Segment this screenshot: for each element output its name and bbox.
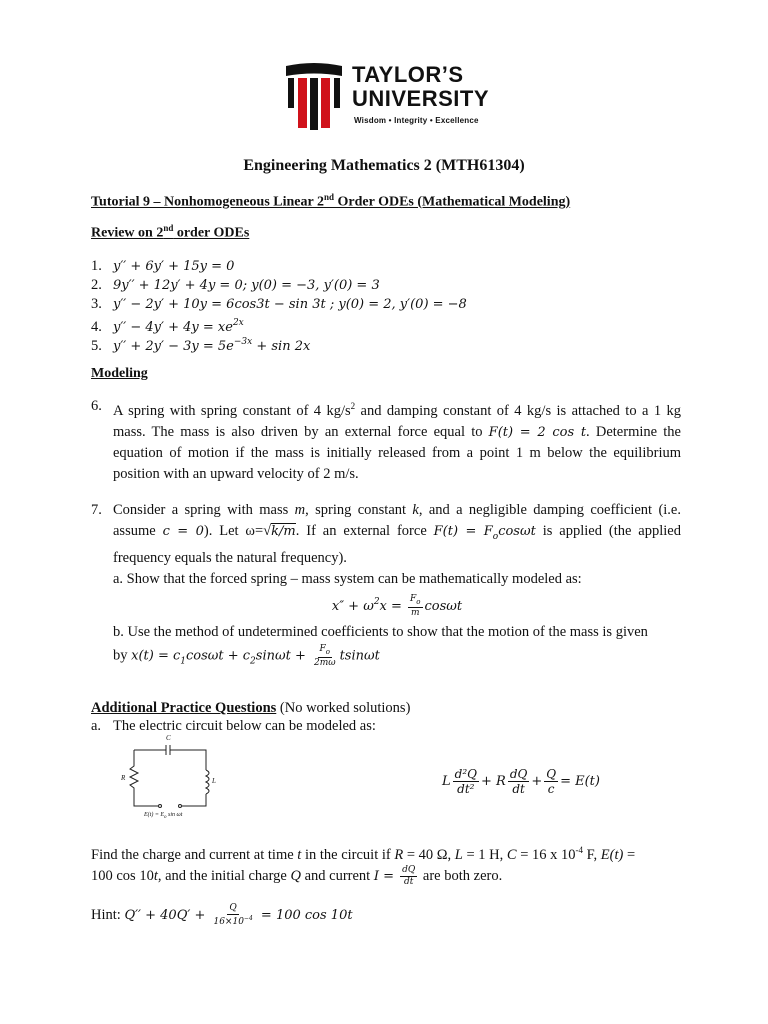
- subtitle-text: Tutorial 9 – Nonhomogeneous Linear 2: [91, 194, 324, 210]
- q6-force: F(t) = 2 cos t: [488, 424, 587, 440]
- item-number: 5.: [91, 337, 102, 354]
- find-text-c-tail: F,: [583, 846, 601, 863]
- q6-text-c: . Determine the equation of motion if the mass is initially released from a point 1 m below the equilibrium position with an upward velocity of 2 m/s.: [113, 423, 681, 482]
- model-frac-1-num: d²Q: [454, 767, 477, 781]
- model-L: L: [442, 774, 451, 789]
- hint-label: Hint:: [91, 906, 125, 923]
- current-frac-den: dt: [404, 877, 414, 887]
- model-frac-1-den: dt²: [457, 782, 475, 796]
- logo-name-line2: UNIVERSITY: [352, 86, 490, 111]
- source-label-text: E(t) = E: [144, 812, 165, 818]
- current-frac-num: dQ: [402, 865, 416, 875]
- q7a-eq-left: x″ + ω: [331, 598, 374, 614]
- q7b-frac-den: 2mω: [313, 657, 336, 668]
- item-letter: a.: [91, 718, 102, 734]
- q7-force: F(t) = F: [433, 524, 493, 539]
- q7b-sub2: 2: [250, 656, 256, 667]
- item-number: 6.: [91, 398, 102, 414]
- model-plus-r: + R: [480, 774, 506, 789]
- question-7: [91, 500, 681, 672]
- find-text-r: = 40 Ω,: [403, 846, 455, 863]
- q7b-frac-num: F: [319, 643, 326, 654]
- hint-frac-den-sup: −4: [243, 915, 253, 922]
- item-number: 2.: [91, 277, 102, 293]
- find-text-a: Find the charge and current at time: [91, 846, 298, 863]
- find-line2-b: , and the initial charge: [157, 867, 291, 884]
- q7-text-f: is applied (the applied frequency equals the natural frequency).: [113, 523, 681, 566]
- list-item: [91, 275, 691, 294]
- find-paragraph: [91, 840, 681, 887]
- hint: [91, 904, 353, 927]
- q7a-eq-tail: cosωt: [424, 598, 463, 614]
- q7b-by: by: [113, 647, 132, 664]
- q7-text-a: Consider a spring with mass: [113, 502, 295, 518]
- item-number: 4.: [91, 318, 102, 335]
- item-number: 3.: [91, 296, 102, 312]
- q7-force-tail: cosωt: [498, 524, 536, 539]
- question-6: [91, 396, 681, 485]
- source-label-sub: o: [164, 815, 167, 821]
- model-frac-3-den: c: [547, 782, 555, 796]
- sqrt-icon: √: [263, 523, 272, 539]
- model-plus: +: [531, 774, 543, 789]
- q7-text-c: , and a negligible damping coefficient (i.e. assume: [113, 502, 681, 539]
- q7-text-e: . If an external force: [295, 523, 434, 539]
- q7a-eq-sup: 2: [373, 596, 380, 607]
- review-equation-4: y′′ − 4y′ + 4y = xe: [113, 319, 233, 335]
- tutorial-subtitle: [91, 192, 570, 211]
- find-c-sup: -4: [575, 845, 584, 855]
- find-text-b: in the circuit if: [301, 846, 395, 863]
- q7a-frac-num-sub: o: [416, 597, 421, 606]
- rlc-circuit-diagram: [112, 736, 222, 828]
- q6-text-b: and damping constant of 4 kg/s is attached to a 1 kg mass. The mass is also driven by an external force equal to: [113, 402, 681, 440]
- model-frac-1: [453, 768, 479, 795]
- q7-text-b: , spring constant: [305, 502, 413, 518]
- hint-rhs: = 100 cos 10t: [256, 907, 353, 923]
- additional-item-a: [91, 716, 376, 737]
- list-item: [91, 256, 691, 275]
- subtitle-sup: nd: [323, 192, 334, 202]
- find-text-c: = 16 x 10: [516, 846, 576, 863]
- inductor-label: L: [212, 777, 216, 785]
- q7-sqrt: k/m: [271, 524, 296, 539]
- resistor-label: R: [121, 774, 126, 782]
- hint-frac-den-base: 16×10: [213, 917, 244, 927]
- exponent: 2x: [232, 318, 244, 328]
- question-6-text: [113, 396, 681, 485]
- q7b-sub1: 1: [180, 656, 186, 667]
- question-7-text: [113, 500, 681, 569]
- item-number: 7.: [91, 502, 102, 518]
- find-t: t: [297, 846, 302, 863]
- find-C: C: [506, 846, 517, 863]
- find-line2-d: are both zero.: [419, 867, 503, 884]
- find-L: L: [454, 846, 463, 863]
- hint-equation: Q′′ + 40Q′ +: [124, 907, 210, 923]
- q7b-eq-tail: tsinωt: [339, 648, 380, 664]
- q7-k: k: [412, 502, 419, 518]
- model-frac-2-den: dt: [512, 782, 525, 796]
- q7a-eq-mid: x =: [379, 598, 407, 614]
- review-heading-text: Review on 2: [91, 225, 164, 241]
- find-text-e: =: [623, 846, 636, 863]
- q7b-equation: [113, 645, 681, 673]
- q7a-frac-num: F: [410, 594, 417, 604]
- logo-tagline: Wisdom • Integrity • Excellence: [354, 116, 479, 125]
- q7a-equation: [113, 592, 681, 618]
- find-text-l: = 1 H,: [462, 846, 507, 863]
- hint-fraction: [211, 904, 254, 927]
- item-number: 1.: [91, 258, 102, 274]
- capacitor-label: C: [166, 734, 171, 742]
- q6-sup: 2: [350, 401, 356, 411]
- circuit-model-equation: [442, 768, 600, 795]
- q7-c0: c = 0: [162, 524, 204, 539]
- q7-text-d: ). Let ω=: [203, 523, 264, 539]
- review-list: [91, 256, 691, 354]
- list-item: [91, 313, 691, 335]
- source-label-tail: sin ωt: [166, 812, 183, 818]
- modeling-heading: Modeling: [91, 366, 148, 381]
- q7b-fraction: [312, 645, 338, 668]
- find-I: I =: [373, 868, 399, 884]
- find-R: R: [394, 846, 404, 863]
- q7a-fraction: [408, 595, 422, 618]
- q7b-frac-num-sub: o: [325, 647, 330, 656]
- find-line2-a: 100 cos 10: [91, 867, 154, 884]
- review-equation-5-tail: + sin 2x: [252, 338, 311, 354]
- hint-frac-den: [211, 915, 254, 927]
- additional-heading-title: Additional Practice Questions: [91, 700, 277, 716]
- model-frac-3: [544, 768, 558, 795]
- find-line-2: [91, 866, 681, 887]
- model-frac-2-num: dQ: [509, 767, 528, 781]
- find-line2-c: and current: [300, 867, 374, 884]
- logo-name-line1: TAYLOR’S: [352, 62, 464, 87]
- q7-force-sub: o: [492, 531, 499, 542]
- current-fraction: [400, 866, 417, 887]
- q6-text-a: A spring with spring constant of 4 kg/s: [113, 402, 351, 419]
- find-line-1: [91, 840, 681, 866]
- find-E: E(t): [600, 846, 624, 863]
- review-equation-5: y′′ + 2y′ − 3y = 5e: [113, 338, 234, 354]
- q7a-frac-den: m: [411, 607, 420, 618]
- q7b-eq: x(t) = c: [131, 648, 181, 664]
- subtitle-text-post: Order ODEs (Mathematical Modeling): [334, 194, 571, 210]
- exponent: −3x: [233, 337, 253, 347]
- university-logo: [284, 62, 490, 132]
- find-Q: Q: [290, 867, 301, 884]
- model-frac-3-num: Q: [546, 767, 557, 781]
- q7b-text: b. Use the method of undetermined coefficients to show that the motion of the mass is given: [113, 623, 648, 640]
- review-equation-1: y′′ + 6y′ + 15y = 0: [113, 259, 235, 274]
- list-item: [91, 294, 691, 313]
- q7a-text: a. Show that the forced spring – mass system can be mathematically modeled as:: [113, 570, 582, 587]
- review-heading: [91, 223, 249, 242]
- review-heading-sup: nd: [163, 223, 174, 233]
- model-frac-2: [508, 768, 530, 795]
- q7b-eq3: sinωt +: [255, 648, 310, 664]
- review-heading-text-post: order ODEs: [173, 225, 250, 241]
- model-rhs: = E(t): [560, 774, 600, 789]
- logo-emblem-icon: [284, 62, 344, 130]
- additional-a-text: The electric circuit below can be modeled as:: [113, 718, 376, 734]
- source-label: [144, 812, 182, 820]
- review-equation-2: 9y′′ + 12y′ + 4y = 0; y(0) = −3, y′(0) = 3: [113, 278, 380, 293]
- additional-heading-note: (No worked solutions): [276, 700, 411, 716]
- hint-frac-num: Q: [229, 903, 237, 913]
- review-equation-3: y′′ − 2y′ + 10y = 6cos3t − sin 3t ; y(0) = 2, y′(0) = −8: [113, 297, 467, 312]
- q7b-eq2: cosωt + c: [186, 648, 251, 664]
- page-title: Engineering Mathematics 2 (MTH61304): [243, 157, 525, 174]
- q7-m: m: [294, 502, 306, 518]
- list-item: [91, 332, 691, 354]
- find-line2-t: t: [153, 867, 158, 884]
